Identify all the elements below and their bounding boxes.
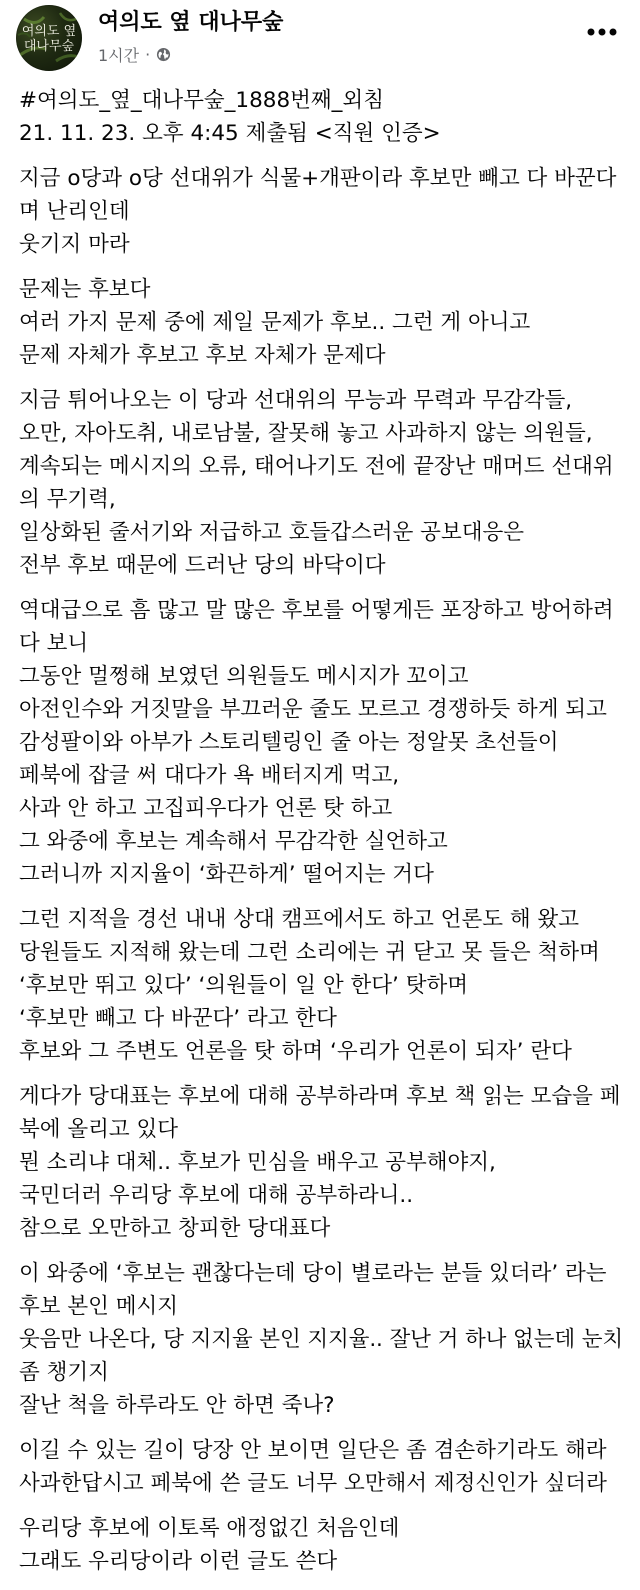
post-text-line: 잘난 척을 하루라도 안 하면 죽나? (19, 1393, 335, 1418)
post-text-line: 페북에 잡글 써 대다가 욕 배터지게 먹고, (19, 763, 400, 788)
post-text-line: 당원들도 지적해 왔는데 그런 소리에는 귀 닫고 못 들은 척하며 (19, 940, 600, 965)
post-text-line: 웃기지 마라 (19, 232, 130, 257)
post-text-line: 그 와중에 후보는 계속해서 무감각한 실언하고 (19, 829, 448, 854)
post-text-line: 그동안 멀쩡해 보였던 의원들도 메시지가 꼬이고 (19, 664, 469, 689)
page-avatar[interactable] (16, 5, 82, 71)
post-text-line: 후보 본인 메시지 (19, 1294, 179, 1319)
more-options-button[interactable] (580, 18, 624, 46)
post-text-line: ‘후보만 빼고 다 바꾼다’ 라고 한다 (19, 1006, 337, 1031)
post-text-line: 웃음만 나온다, 당 지지율 본인 지지율.. 잘난 거 하나 없는데 눈치 (19, 1327, 624, 1352)
post-paragraph (19, 1080, 619, 1245)
post-text-line: 게다가 당대표는 후보에 대해 공부하라며 후보 책 읽는 모습을 페 (19, 1084, 621, 1109)
post-text-line: 그래도 우리당이라 이런 글도 쓴다 (19, 1549, 338, 1574)
post-paragraph (19, 84, 619, 150)
post-paragraph (19, 903, 619, 1068)
post-text-line: 후보와 그 주변도 언론을 탓 하며 ‘우리가 언론이 되자’ 란다 (19, 1039, 572, 1064)
post-body (19, 84, 624, 1590)
post-text-line: 전부 후보 때문에 드러난 당의 바닥이다 (19, 553, 386, 578)
post-text-line: 사과한답시고 페북에 쓴 글도 너무 오만해서 제정신인가 싶더라 (19, 1471, 607, 1496)
post-text-line: 다 보니 (19, 631, 89, 656)
post-text-line: 아전인수와 거짓말을 부끄러운 줄도 모르고 경쟁하듯 하게 되고 (19, 697, 607, 722)
post-paragraph (19, 1257, 624, 1422)
post-text-line: 역대급으로 흠 많고 말 많은 후보를 어떻게든 포장하고 방어하려 (19, 598, 614, 623)
post-paragraph (19, 273, 619, 372)
avatar-text-line1: 여의도 옆 (21, 24, 77, 39)
post-text-line: 오만, 자아도취, 내로남불, 잘못해 놓고 사과하지 않는 의원들, (19, 421, 593, 446)
more-horizontal-icon (587, 28, 617, 36)
post-text-line: 지금 o당과 o당 선대위가 식물+개판이라 후보만 빼고 다 바꾼다 (19, 166, 617, 191)
post-text-line: 감성팔이와 아부가 스토리텔링인 줄 아는 정알못 초선들이 (19, 730, 559, 755)
post-text-line: 사과 안 하고 고집피우다가 언론 탓 하고 (19, 796, 393, 821)
meta-separator: · (145, 44, 151, 64)
globe-icon[interactable] (156, 47, 171, 62)
post-text-line: 계속되는 메시지의 오류, 태어나기도 전에 끝장난 매머드 선대위 (19, 454, 614, 479)
post-text-line: 이 와중에 ‘후보는 괜찮다는데 당이 별로라는 분들 있더라’ 라는 (19, 1261, 607, 1286)
post-text-line: 이길 수 있는 길이 당장 안 보이면 일단은 좀 겸손하기라도 해라 (19, 1438, 607, 1463)
post-meta (98, 42, 171, 66)
post-text-line: 국민더러 우리당 후보에 대해 공부하라니.. (19, 1183, 414, 1208)
post-timestamp[interactable]: 1시간 (98, 45, 140, 65)
post-text-line: 문제 자체가 후보고 후보 자체가 문제다 (19, 343, 386, 368)
post-text-line: 21. 11. 23. 오후 4:45 제출됨 <직원 인증> (19, 121, 441, 146)
post-paragraph (19, 594, 619, 891)
post-text-line: 그런 지적을 경선 내내 상대 캠프에서도 하고 언론도 해 왔고 (19, 907, 579, 932)
post-text-line: 여러 가지 문제 중에 제일 문제가 후보.. 그런 게 아니고 (19, 310, 531, 335)
post-text-line: 의 무기력, (19, 487, 116, 512)
avatar-text-line2: 대나무숲 (23, 39, 75, 54)
post-text-line: 그러니까 지지율이 ‘화끈하게’ 떨어지는 거다 (19, 862, 434, 887)
post-header (0, 0, 640, 80)
post-text-line: 며 난리인데 (19, 199, 130, 224)
post-text-line: 좀 챙기지 (19, 1360, 109, 1385)
post-text-line: 문제는 후보다 (19, 277, 151, 302)
post-text-line: 참으로 오만하고 창피한 당대표다 (19, 1216, 331, 1241)
post-text-line: 북에 올리고 있다 (19, 1117, 179, 1142)
post-text-line: #여의도_옆_대나무숲_1888번째_외침 (19, 88, 384, 113)
post-paragraph (19, 1512, 619, 1578)
post-text-line: 일상화된 줄서기와 저급하고 호들갑스러운 공보대응은 (19, 520, 525, 545)
page-name-link[interactable]: 여의도 옆 대나무숲 (98, 10, 284, 35)
post-text-line: 지금 튀어나오는 이 당과 선대위의 무능과 무력과 무감각들, (19, 388, 573, 413)
post-text-line: 뭔 소리냐 대체.. 후보가 민심을 배우고 공부해야지, (19, 1150, 496, 1175)
post-paragraph (19, 384, 619, 582)
post-paragraph (19, 1434, 619, 1500)
post-paragraph (19, 162, 619, 261)
post-text-line: 우리당 후보에 이토록 애정없긴 처음인데 (19, 1516, 400, 1541)
post-text-line: ‘후보만 뛰고 있다’ ‘의원들이 일 안 한다’ 탓하며 (19, 973, 469, 998)
